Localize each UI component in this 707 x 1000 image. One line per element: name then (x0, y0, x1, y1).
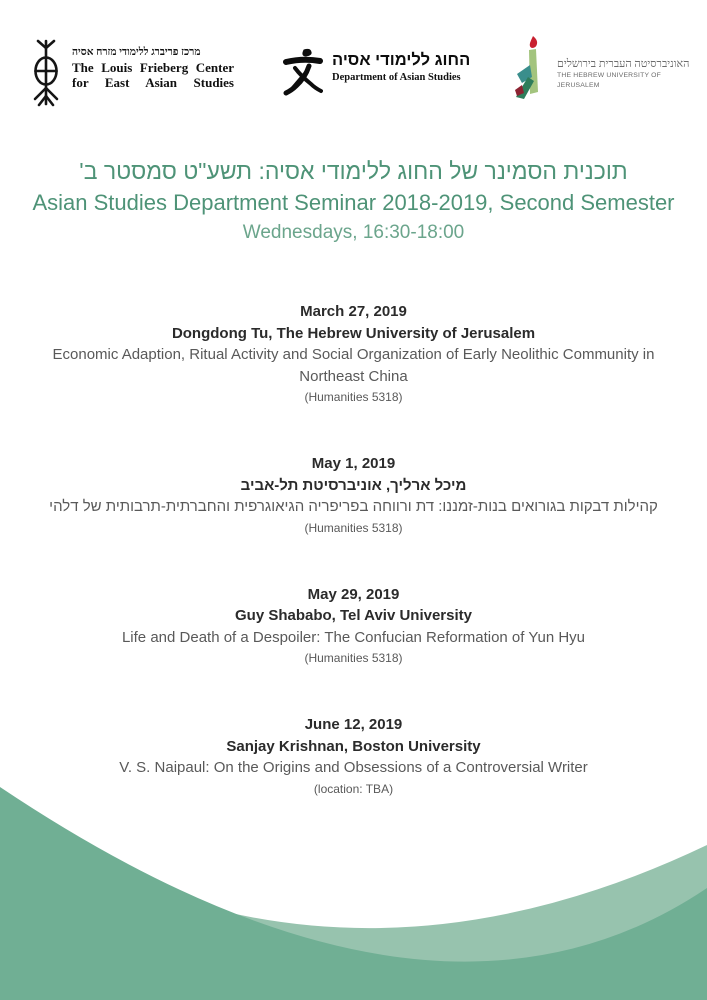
session-location: (Humanities 5318) (304, 520, 403, 535)
session-may-29 (26, 584, 682, 669)
frieberg-english-name-line1: The Louis Frieberg Center (72, 60, 234, 75)
session-march-27 (26, 301, 682, 407)
schedule-line: Wednesdays, 16:30-18:00 (242, 222, 465, 243)
session-speaker: Sanjay Krishnan, Boston University (226, 737, 481, 755)
session-talk-title: קהילות דבקות בגורואים בנות-זמננו: דת ורווחה בפריפריה הגיאוגרפית והחברתית-תרבותית של דלהי (49, 498, 658, 515)
wen-character-glyph-icon (283, 46, 323, 101)
frieberg-hebrew-name: מרכז פריברג ללימודי מזרח אסיה (72, 47, 201, 58)
huji-english-name: THE HEBREW UNIVERSITY OF JERUSALEM (557, 72, 661, 89)
hebrew-university-logo (515, 36, 695, 105)
session-location: (Humanities 5318) (304, 390, 403, 404)
oracle-bone-east-glyph-icon (28, 38, 64, 113)
asian-studies-dept-logo (283, 46, 470, 101)
session-list (0, 301, 707, 845)
huji-torch-logo-icon (515, 36, 549, 105)
session-talk-title: Economic Adaption, Ritual Activity and Social Organization of Early Neolithic Community in Northeast China (52, 346, 655, 385)
session-date: March 27, 2019 (300, 303, 407, 320)
page-title-hebrew: תוכנית הסמינר של החוג ללימודי אסיה: תשע"ט סמסטר ב' (79, 158, 628, 184)
session-speaker: Dongdong Tu, The Hebrew University of Jerusalem (171, 324, 536, 342)
session-talk-title: Life and Death of a Despoiler: The Confucian Reformation of Yun Hyu (121, 628, 586, 646)
huji-hebrew-name: האוניברסיטה העברית בירושלים (557, 58, 690, 70)
frieberg-center-logo (28, 38, 234, 113)
session-speaker: מיכל ארליך, אוניברסיטת תל-אביב (240, 476, 467, 494)
dept-hebrew-name: החוג ללימודי אסיה (332, 51, 471, 69)
frieberg-english-name-line2: for East Asian Studies (72, 75, 234, 90)
session-date: May 1, 2019 (311, 455, 396, 472)
title-block (0, 155, 707, 248)
session-location: (Humanities 5318) (304, 651, 403, 665)
session-talk-title: V. S. Naipaul: On the Origins and Obsessions of a Controversial Writer (119, 759, 588, 776)
dept-english-name: Department of Asian Studies (332, 72, 461, 83)
session-location: (location: TBA) (313, 781, 394, 796)
logo-header (0, 0, 707, 130)
session-may-1 (26, 453, 682, 538)
wave-decoration (0, 780, 707, 1000)
session-date: May 29, 2019 (307, 585, 400, 603)
session-date: June 12, 2019 (304, 716, 403, 733)
page-title-english: Asian Studies Department Seminar 2018-2019, Second Semester (32, 190, 675, 215)
session-speaker: Guy Shababo, Tel Aviv University (234, 607, 472, 624)
